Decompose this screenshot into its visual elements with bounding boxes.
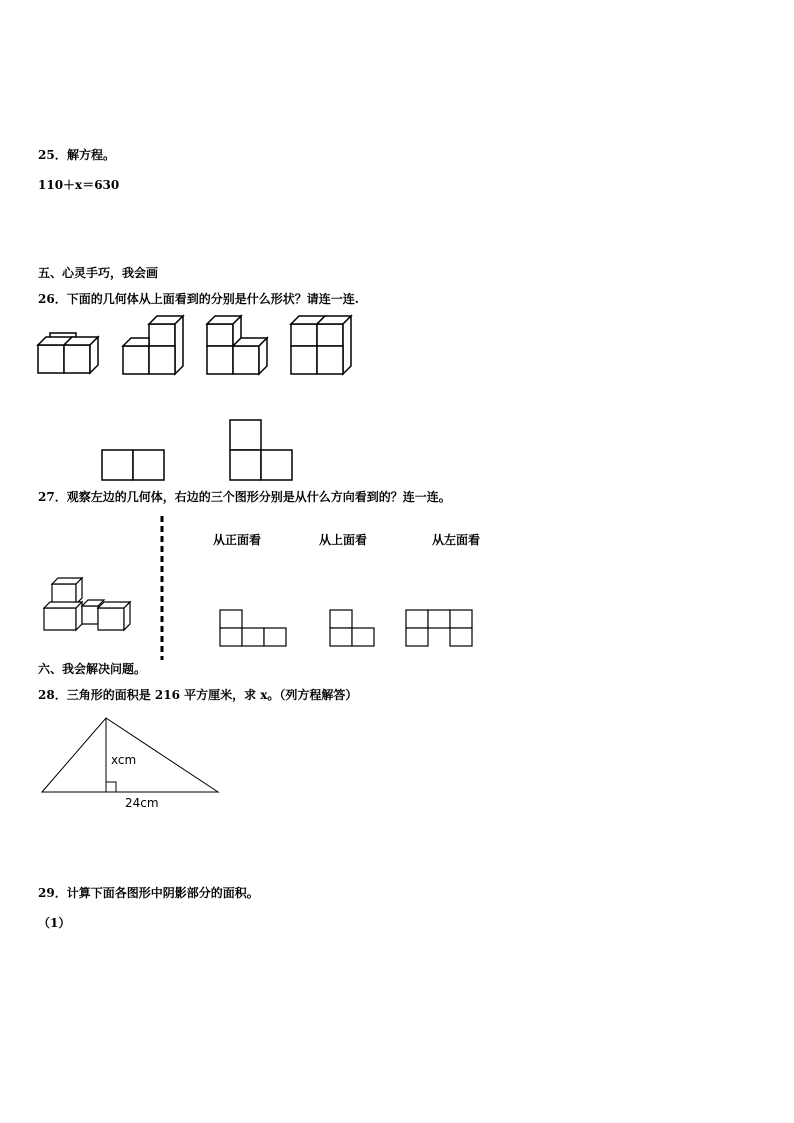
- q26-solid-4: [289, 314, 359, 376]
- q28-height-label: xcm: [111, 753, 137, 767]
- q27-label-top: 从上面看: [319, 533, 368, 547]
- q27-solid: [42, 574, 142, 634]
- q25-equation: 110＋x＝630: [38, 178, 120, 192]
- q26-solid-3: [205, 314, 275, 376]
- q26-solid-1: [36, 330, 106, 380]
- q25-number: 25．: [38, 148, 67, 162]
- q27-label-left: 从左面看: [432, 533, 481, 547]
- section6-title: 六、我会解决问题。: [38, 662, 147, 676]
- q27-text: 27．观察左边的几何体，右边的三个图形分别是从什么方向看到的？连一连。: [38, 490, 451, 504]
- q26-solid-2: [121, 314, 191, 376]
- q28-base-label: 24cm: [125, 796, 159, 810]
- q27-view-shape-3: [405, 609, 475, 649]
- q27-label-front: 从正面看: [213, 533, 262, 547]
- q27-dashed-divider: [159, 516, 165, 660]
- section5-title: 五、心灵手巧，我会画: [38, 266, 159, 280]
- q26-view-shape-2: [228, 418, 294, 482]
- q29-text: 29．计算下面各图形中阴影部分的面积。: [38, 886, 259, 900]
- q26-view-shape-1: [100, 448, 166, 482]
- q27-view-shape-1: [219, 609, 289, 649]
- q27-view-shape-2: [329, 609, 377, 649]
- q28-text: 28．三角形的面积是 216 平方厘米，求 x。（列方程解答）: [38, 688, 358, 702]
- q26-text: 26．下面的几何体从上面看到的分别是什么形状？请连一连.: [38, 292, 359, 306]
- q25-title: 解方程。: [67, 148, 116, 162]
- q29-part-label: （1）: [38, 916, 71, 930]
